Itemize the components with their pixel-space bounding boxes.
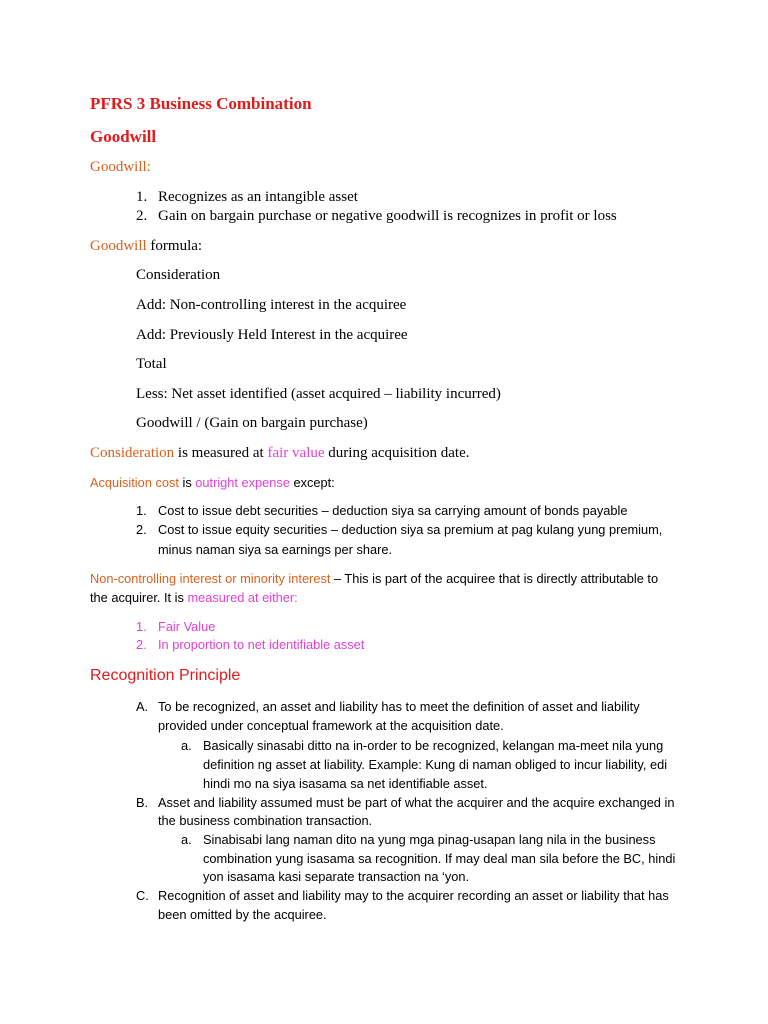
acquisition-list-item: Cost to issue debt securities – deduction siya sa carrying amount of bonds payable (158, 503, 628, 518)
acquisition-cost-sentence (90, 475, 335, 490)
recognition-item-b: Asset and liability assumed must be part of what the acquirer and the acquire exchanged in (158, 795, 675, 810)
list-letter: A. (136, 699, 149, 714)
formula-label (90, 238, 202, 255)
nci-term: Non-controlling interest or minority interest (90, 571, 331, 586)
nci-sentence-line-1 (90, 571, 658, 586)
list-letter: C. (136, 888, 149, 903)
nci-measured-term: measured at either: (187, 590, 298, 605)
consideration-mid: is measured at (174, 445, 268, 461)
consideration-sentence (90, 445, 470, 462)
recognition-item-a: To be recognized, an asset and liability has to meet the definition of asset and liability (158, 699, 640, 714)
consideration-end: during acquisition date. (324, 445, 470, 461)
formula-line: Total (136, 356, 167, 372)
document-title: PFRS 3 Business Combination (90, 94, 312, 113)
acquisition-list-item-continued: minus naman siya sa earnings per share. (158, 542, 393, 557)
formula-label-rest: formula: (146, 238, 203, 254)
section-heading-goodwill: Goodwill (90, 127, 157, 146)
recognition-item-a-note-continued: hindi mo na siya isasama sa net identifiable asset. (203, 776, 488, 791)
nci-list-item: In proportion to net identifiable asset (158, 637, 365, 652)
acquisition-list-item: Cost to issue equity securities – deduction siya sa premium at pag kulang yung premium, (158, 522, 663, 537)
acquisition-cost-except: except: (289, 475, 335, 490)
list-number: 1. (136, 189, 148, 205)
list-number: 1. (136, 619, 147, 634)
consideration-term: Consideration (90, 445, 175, 461)
recognition-item-b-note: Sinabisabi lang naman dito na yung mga pinag-usapan lang nila in the business (203, 832, 656, 847)
formula-line: Add: Non-controlling interest in the acquiree (136, 297, 407, 313)
recognition-item-c-continued: been omitted by the acquiree. (158, 907, 327, 922)
list-number: 1. (136, 503, 147, 518)
acquisition-cost-is: is (178, 475, 196, 490)
recognition-item-a-note: Basically sinasabi ditto na in-order to be recognized, kelangan ma-meet nila yung (203, 738, 664, 753)
formula-line: Consideration (136, 267, 221, 283)
list-letter: B. (136, 795, 149, 810)
nci-list-item: Fair Value (158, 619, 216, 634)
formula-label-term: Goodwill (90, 238, 147, 254)
list-number: 2. (136, 637, 147, 652)
nci-rest-2: the acquirer. It is (90, 590, 188, 605)
sub-list-letter: a. (181, 832, 192, 847)
fair-value-term: fair value (267, 445, 325, 461)
section-heading-recognition: Recognition Principle (90, 667, 241, 684)
recognition-item-a-continued: provided under conceptual framework at the acquisition date. (158, 718, 504, 733)
acquisition-cost-term: Acquisition cost (90, 475, 179, 490)
nci-sentence-line-2 (90, 590, 298, 605)
recognition-item-a-note-continued: definition ng asset at liability. Example: Kung di naman obliged to incur liability, edi (203, 757, 668, 772)
recognition-item-b-note-continued: combination yung isasama sa recognition. If may deal man sila before the BC, hindi (203, 851, 676, 866)
goodwill-list-item: Gain on bargain purchase or negative goodwill is recognizes in profit or loss (158, 208, 617, 224)
goodwill-label: Goodwill: (90, 159, 151, 175)
formula-line: Goodwill / (Gain on bargain purchase) (136, 415, 368, 431)
recognition-item-c: Recognition of asset and liability may to the acquirer recording an asset or liability that has (158, 888, 669, 903)
list-number: 2. (136, 522, 147, 537)
formula-line: Less: Net asset identified (asset acquired – liability incurred) (136, 386, 501, 402)
nci-rest-1: – This is part of the acquiree that is directly attributable to (330, 571, 659, 586)
sub-list-letter: a. (181, 738, 192, 753)
goodwill-list-item: Recognizes as an intangible asset (158, 189, 358, 205)
recognition-item-b-note-continued: yon isasama kasi separate transaction na ‘yon. (203, 869, 470, 884)
list-number: 2. (136, 208, 148, 224)
formula-line: Add: Previously Held Interest in the acquiree (136, 327, 408, 343)
recognition-item-b-continued: the business combination transaction. (158, 813, 373, 828)
outright-expense-term: outright expense (195, 475, 290, 490)
